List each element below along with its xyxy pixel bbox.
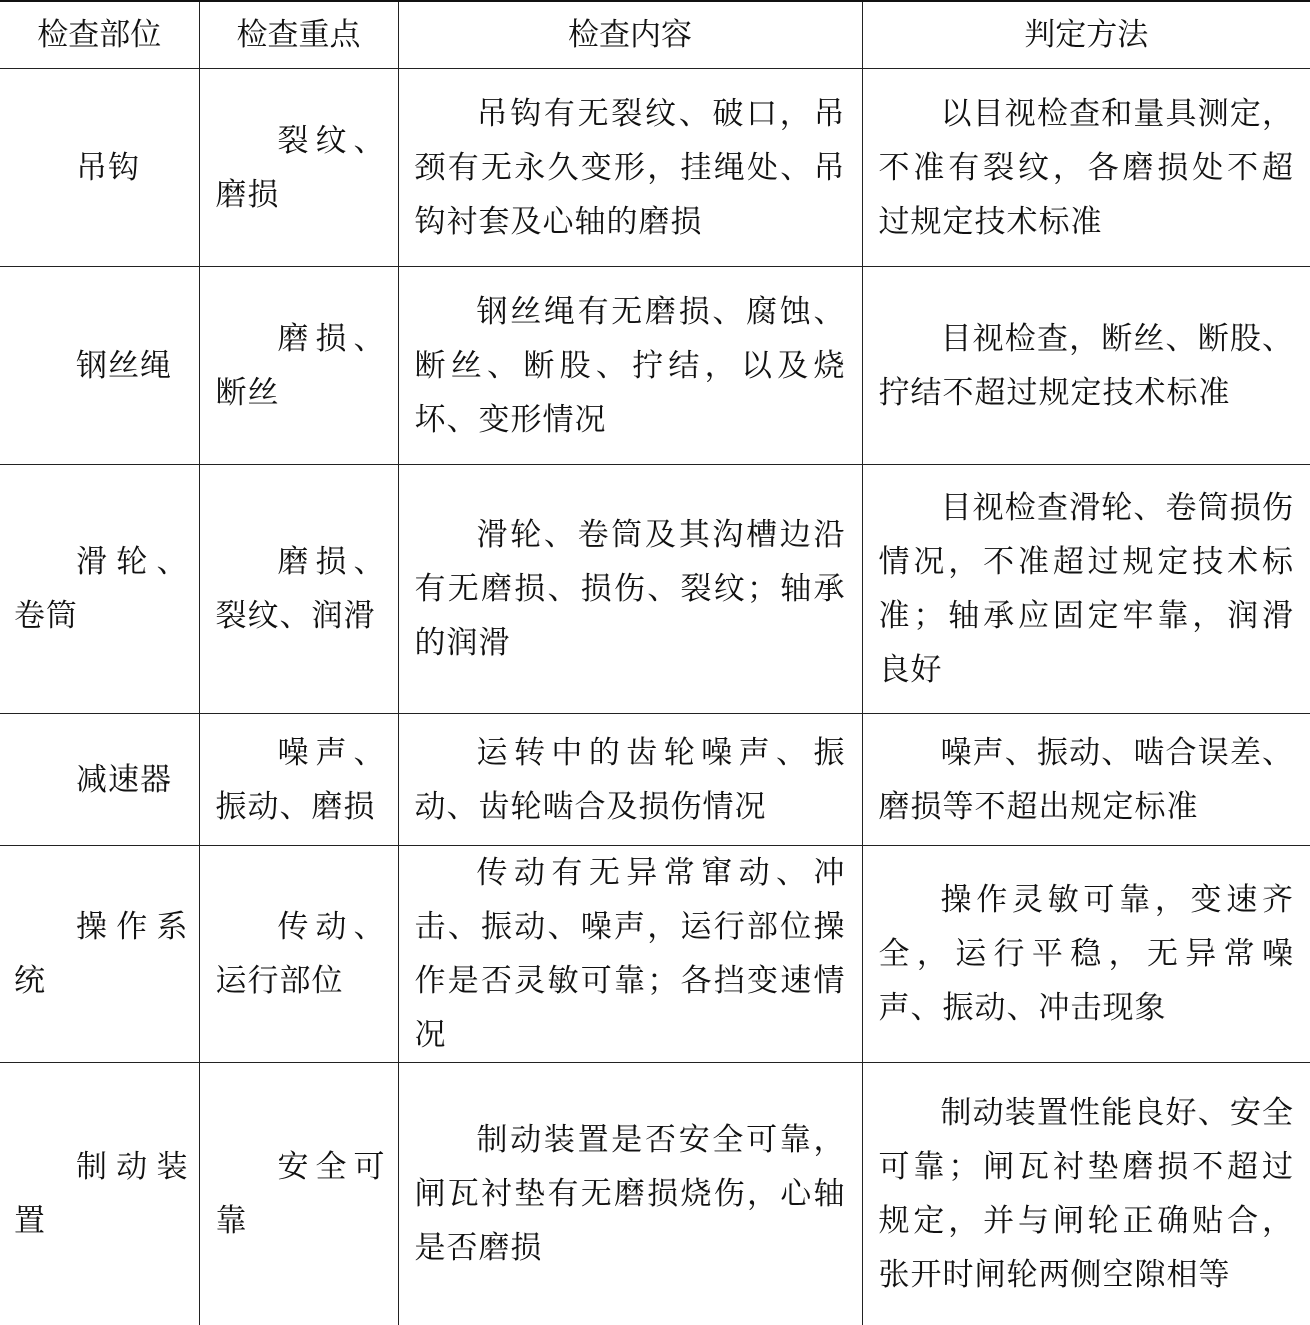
header-method: 判定方法: [862, 1, 1310, 69]
cell-content: 传动有无异常窜动、冲击、振动、噪声，运行部位操作是否灵敏可靠；各挡变速情况: [398, 846, 862, 1063]
header-row: [0, 1, 1310, 69]
cell-content: 吊钩有无裂纹、破口，吊颈有无永久变形，挂绳处、吊钩衬套及心轴的磨损: [398, 69, 862, 267]
header-focus: 检查重点: [199, 1, 398, 69]
cell-method: 制动装置性能良好、安全可靠；闸瓦衬垫磨损不超过规定，并与闸轮正确贴合，张开时闸轮两侧空隙相等: [862, 1063, 1310, 1325]
table-header: [0, 1, 1310, 69]
table-body: [0, 69, 1310, 1325]
table-row: [0, 465, 1310, 714]
cell-focus: 传动、运行部位: [199, 846, 398, 1063]
cell-method: 操作灵敏可靠，变速齐全，运行平稳，无异常噪声、振动、冲击现象: [862, 846, 1310, 1063]
table-row: [0, 69, 1310, 267]
table-row: [0, 267, 1310, 465]
cell-content: 运转中的齿轮噪声、振动、齿轮啮合及损伤情况: [398, 714, 862, 846]
cell-method: 噪声、振动、啮合误差、磨损等不超出规定标准: [862, 714, 1310, 846]
cell-part: 操作系统: [0, 846, 199, 1063]
header-part: 检查部位: [0, 1, 199, 69]
header-content: 检查内容: [398, 1, 862, 69]
table-row: [0, 714, 1310, 846]
cell-part: 制动装置: [0, 1063, 199, 1325]
cell-focus: 磨损、裂纹、润滑: [199, 465, 398, 714]
cell-part: 吊钩: [0, 69, 199, 267]
cell-part: 滑轮、卷筒: [0, 465, 199, 714]
cell-content: 制动装置是否安全可靠，闸瓦衬垫有无磨损烧伤，心轴是否磨损: [398, 1063, 862, 1325]
cell-part: 减速器: [0, 714, 199, 846]
cell-focus: 磨损、断丝: [199, 267, 398, 465]
cell-content: 滑轮、卷筒及其沟槽边沿有无磨损、损伤、裂纹；轴承的润滑: [398, 465, 862, 714]
cell-focus: 裂纹、磨损: [199, 69, 398, 267]
cell-method: 以目视检查和量具测定，不准有裂纹，各磨损处不超过规定技术标准: [862, 69, 1310, 267]
cell-content: 钢丝绳有无磨损、腐蚀、断丝、断股、拧结，以及烧坏、变形情况: [398, 267, 862, 465]
cell-part: 钢丝绳: [0, 267, 199, 465]
cell-focus: 安全可靠: [199, 1063, 398, 1325]
cell-focus: 噪声、振动、磨损: [199, 714, 398, 846]
cell-method: 目视检查滑轮、卷筒损伤情况，不准超过规定技术标准；轴承应固定牢靠，润滑良好: [862, 465, 1310, 714]
table-row: [0, 846, 1310, 1063]
table-row: [0, 1063, 1310, 1325]
cell-method: 目视检查，断丝、断股、拧结不超过规定技术标准: [862, 267, 1310, 465]
